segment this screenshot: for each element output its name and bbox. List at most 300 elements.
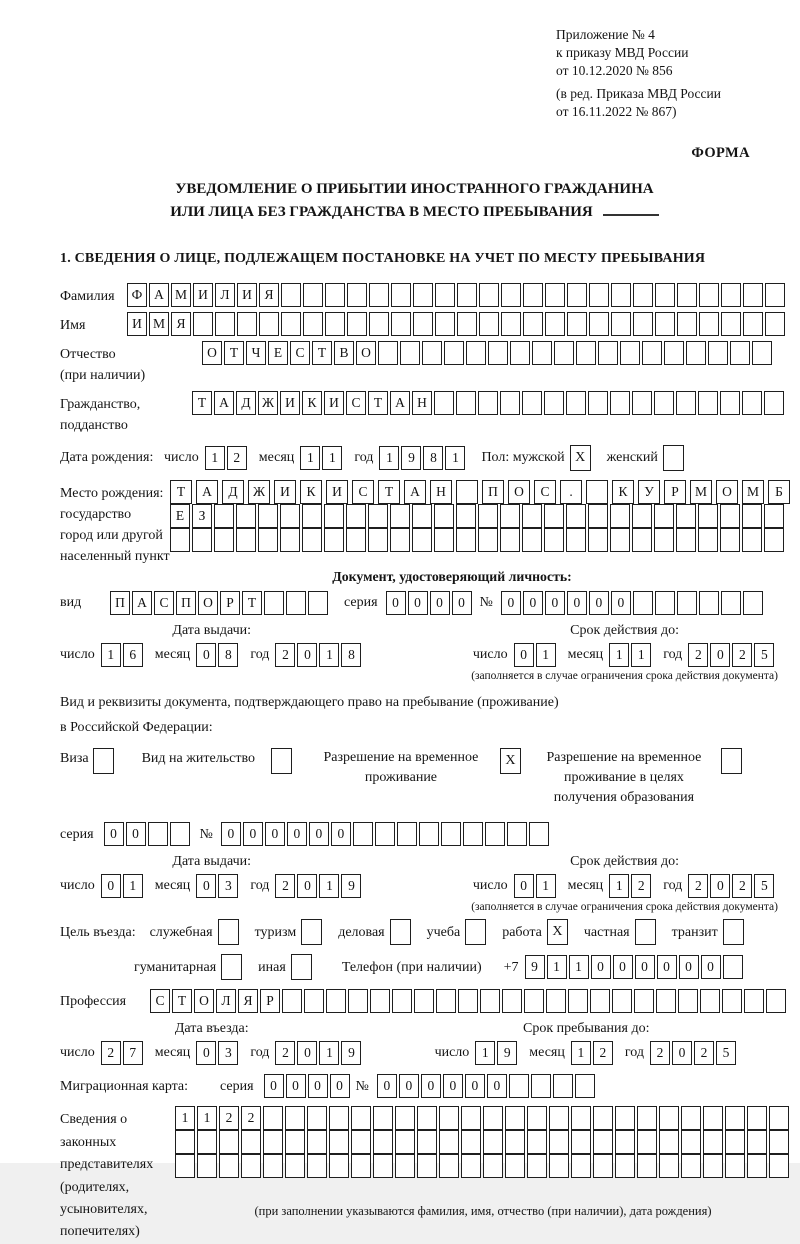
char-cell[interactable]: 2 bbox=[732, 874, 752, 898]
char-cell[interactable]: И bbox=[324, 391, 344, 415]
char-cell[interactable] bbox=[285, 1154, 305, 1178]
char-cell[interactable]: Р bbox=[260, 989, 280, 1013]
char-cell[interactable]: 0 bbox=[710, 874, 730, 898]
char-cell[interactable]: 0 bbox=[657, 955, 677, 979]
char-cell[interactable]: С bbox=[346, 391, 366, 415]
char-cell[interactable]: О bbox=[356, 341, 376, 365]
char-cell[interactable] bbox=[480, 989, 500, 1013]
char-cell[interactable] bbox=[766, 989, 786, 1013]
char-cell[interactable] bbox=[747, 1106, 767, 1130]
char-cell[interactable]: Т bbox=[172, 989, 192, 1013]
char-cell[interactable] bbox=[730, 341, 750, 365]
char-cell[interactable] bbox=[434, 504, 454, 528]
char-cell[interactable] bbox=[507, 822, 527, 846]
char-cell[interactable] bbox=[677, 591, 697, 615]
char-cell[interactable] bbox=[567, 312, 587, 336]
char-cell[interactable] bbox=[677, 283, 697, 307]
char-cell[interactable] bbox=[303, 312, 323, 336]
char-cell[interactable]: Л bbox=[216, 989, 236, 1013]
char-cell[interactable]: 0 bbox=[523, 591, 543, 615]
char-cell[interactable]: Т bbox=[368, 391, 388, 415]
char-cell[interactable] bbox=[545, 283, 565, 307]
char-cell[interactable] bbox=[502, 989, 522, 1013]
char-cell[interactable]: П bbox=[176, 591, 196, 615]
char-cell[interactable]: О bbox=[202, 341, 222, 365]
char-cell[interactable]: 0 bbox=[101, 874, 121, 898]
char-cell[interactable] bbox=[610, 504, 630, 528]
char-cell[interactable] bbox=[654, 504, 674, 528]
char-cell[interactable]: 2 bbox=[275, 874, 295, 898]
char-cell[interactable] bbox=[456, 391, 476, 415]
char-cell[interactable] bbox=[370, 989, 390, 1013]
char-cell[interactable] bbox=[659, 1106, 679, 1130]
char-cell[interactable] bbox=[501, 283, 521, 307]
char-cell[interactable] bbox=[510, 341, 530, 365]
char-cell[interactable] bbox=[615, 1154, 635, 1178]
char-cell[interactable]: 0 bbox=[613, 955, 633, 979]
char-cell[interactable]: 8 bbox=[423, 446, 443, 470]
char-cell[interactable] bbox=[417, 1130, 437, 1154]
char-cell[interactable] bbox=[461, 1130, 481, 1154]
char-cell[interactable]: . bbox=[560, 480, 582, 504]
char-cell[interactable]: 0 bbox=[514, 874, 534, 898]
char-cell[interactable]: 0 bbox=[611, 591, 631, 615]
char-cell[interactable] bbox=[436, 989, 456, 1013]
char-cell[interactable]: А bbox=[214, 391, 234, 415]
char-cell[interactable] bbox=[241, 1154, 261, 1178]
char-cell[interactable]: 9 bbox=[341, 874, 361, 898]
char-cell[interactable] bbox=[325, 312, 345, 336]
char-cell[interactable] bbox=[258, 504, 278, 528]
char-cell[interactable] bbox=[479, 283, 499, 307]
char-cell[interactable] bbox=[302, 528, 322, 552]
char-cell[interactable]: О bbox=[508, 480, 530, 504]
char-cell[interactable] bbox=[686, 341, 706, 365]
char-cell[interactable] bbox=[263, 1130, 283, 1154]
char-cell[interactable]: 0 bbox=[672, 1041, 692, 1065]
char-cell[interactable] bbox=[722, 989, 742, 1013]
char-cell[interactable]: 1 bbox=[445, 446, 465, 470]
char-cell[interactable] bbox=[567, 283, 587, 307]
char-cell[interactable] bbox=[478, 504, 498, 528]
char-cell[interactable] bbox=[193, 312, 213, 336]
char-cell[interactable] bbox=[765, 283, 785, 307]
char-cell[interactable]: С bbox=[290, 341, 310, 365]
char-cell[interactable] bbox=[175, 1154, 195, 1178]
char-cell[interactable]: В bbox=[334, 341, 354, 365]
char-cell[interactable]: 0 bbox=[196, 874, 216, 898]
char-cell[interactable]: А bbox=[404, 480, 426, 504]
char-cell[interactable] bbox=[549, 1106, 569, 1130]
char-cell[interactable] bbox=[264, 591, 284, 615]
char-cell[interactable] bbox=[351, 1106, 371, 1130]
char-cell[interactable] bbox=[439, 1106, 459, 1130]
char-cell[interactable] bbox=[280, 504, 300, 528]
char-cell[interactable] bbox=[633, 591, 653, 615]
char-cell[interactable]: 0 bbox=[104, 822, 124, 846]
char-cell[interactable]: 1 bbox=[571, 1041, 591, 1065]
char-cell[interactable] bbox=[615, 1130, 635, 1154]
char-cell[interactable] bbox=[678, 989, 698, 1013]
char-cell[interactable]: Б bbox=[768, 480, 790, 504]
char-cell[interactable]: 2 bbox=[275, 1041, 295, 1065]
char-cell[interactable]: 2 bbox=[650, 1041, 670, 1065]
char-cell[interactable] bbox=[700, 989, 720, 1013]
char-cell[interactable]: 0 bbox=[635, 955, 655, 979]
char-cell[interactable]: 2 bbox=[732, 643, 752, 667]
char-cell[interactable]: 0 bbox=[126, 822, 146, 846]
char-cell[interactable] bbox=[590, 989, 610, 1013]
char-cell[interactable] bbox=[258, 528, 278, 552]
char-cell[interactable] bbox=[414, 989, 434, 1013]
char-cell[interactable]: 5 bbox=[754, 874, 774, 898]
char-cell[interactable] bbox=[593, 1130, 613, 1154]
char-cell[interactable] bbox=[282, 989, 302, 1013]
char-cell[interactable] bbox=[397, 822, 417, 846]
char-cell[interactable] bbox=[571, 1130, 591, 1154]
char-cell[interactable] bbox=[566, 528, 586, 552]
char-cell[interactable] bbox=[325, 283, 345, 307]
char-cell[interactable]: 0 bbox=[386, 591, 406, 615]
char-cell[interactable] bbox=[655, 312, 675, 336]
char-cell[interactable] bbox=[586, 480, 608, 504]
char-cell[interactable]: 0 bbox=[309, 822, 329, 846]
char-cell[interactable] bbox=[598, 341, 618, 365]
char-cell[interactable]: 1 bbox=[536, 874, 556, 898]
char-cell[interactable]: Д bbox=[222, 480, 244, 504]
char-cell[interactable] bbox=[699, 591, 719, 615]
char-cell[interactable]: С bbox=[150, 989, 170, 1013]
char-cell[interactable]: 1 bbox=[475, 1041, 495, 1065]
checkbox[interactable] bbox=[663, 445, 684, 471]
char-cell[interactable] bbox=[395, 1154, 415, 1178]
char-cell[interactable]: 0 bbox=[514, 643, 534, 667]
char-cell[interactable] bbox=[632, 504, 652, 528]
char-cell[interactable]: Р bbox=[220, 591, 240, 615]
char-cell[interactable] bbox=[400, 341, 420, 365]
char-cell[interactable] bbox=[659, 1130, 679, 1154]
char-cell[interactable] bbox=[392, 989, 412, 1013]
char-cell[interactable] bbox=[545, 312, 565, 336]
char-cell[interactable] bbox=[610, 528, 630, 552]
char-cell[interactable] bbox=[422, 341, 442, 365]
char-cell[interactable] bbox=[170, 528, 190, 552]
char-cell[interactable] bbox=[747, 1154, 767, 1178]
char-cell[interactable] bbox=[681, 1130, 701, 1154]
char-cell[interactable]: Ф bbox=[127, 283, 147, 307]
char-cell[interactable] bbox=[444, 341, 464, 365]
char-cell[interactable] bbox=[281, 283, 301, 307]
char-cell[interactable] bbox=[681, 1106, 701, 1130]
char-cell[interactable] bbox=[531, 1074, 551, 1098]
char-cell[interactable]: К bbox=[612, 480, 634, 504]
char-cell[interactable] bbox=[259, 312, 279, 336]
char-cell[interactable]: Ч bbox=[246, 341, 266, 365]
char-cell[interactable]: С bbox=[154, 591, 174, 615]
char-cell[interactable] bbox=[610, 391, 630, 415]
char-cell[interactable] bbox=[236, 504, 256, 528]
char-cell[interactable]: 2 bbox=[688, 874, 708, 898]
char-cell[interactable] bbox=[769, 1106, 789, 1130]
char-cell[interactable]: Я bbox=[259, 283, 279, 307]
char-cell[interactable] bbox=[720, 504, 740, 528]
char-cell[interactable] bbox=[566, 504, 586, 528]
char-cell[interactable] bbox=[197, 1130, 217, 1154]
char-cell[interactable] bbox=[375, 822, 395, 846]
char-cell[interactable] bbox=[721, 283, 741, 307]
checkbox[interactable]: X bbox=[547, 919, 568, 945]
temp-residence-education-checkbox[interactable] bbox=[721, 748, 742, 774]
char-cell[interactable] bbox=[522, 528, 542, 552]
char-cell[interactable] bbox=[263, 1106, 283, 1130]
char-cell[interactable] bbox=[544, 528, 564, 552]
char-cell[interactable] bbox=[347, 312, 367, 336]
char-cell[interactable]: 0 bbox=[430, 591, 450, 615]
char-cell[interactable] bbox=[589, 312, 609, 336]
char-cell[interactable] bbox=[527, 1106, 547, 1130]
char-cell[interactable] bbox=[457, 312, 477, 336]
char-cell[interactable]: 1 bbox=[322, 446, 342, 470]
char-cell[interactable] bbox=[395, 1130, 415, 1154]
char-cell[interactable] bbox=[307, 1130, 327, 1154]
char-cell[interactable]: 8 bbox=[341, 643, 361, 667]
char-cell[interactable]: 0 bbox=[297, 1041, 317, 1065]
char-cell[interactable]: И bbox=[193, 283, 213, 307]
char-cell[interactable] bbox=[439, 1130, 459, 1154]
char-cell[interactable]: 2 bbox=[219, 1106, 239, 1130]
char-cell[interactable]: Ж bbox=[248, 480, 270, 504]
char-cell[interactable] bbox=[677, 312, 697, 336]
char-cell[interactable] bbox=[765, 312, 785, 336]
char-cell[interactable] bbox=[764, 504, 784, 528]
char-cell[interactable]: 1 bbox=[319, 643, 339, 667]
char-cell[interactable]: И bbox=[280, 391, 300, 415]
char-cell[interactable] bbox=[303, 283, 323, 307]
char-cell[interactable]: 0 bbox=[591, 955, 611, 979]
char-cell[interactable]: 0 bbox=[679, 955, 699, 979]
char-cell[interactable] bbox=[501, 312, 521, 336]
char-cell[interactable] bbox=[219, 1130, 239, 1154]
char-cell[interactable]: 0 bbox=[330, 1074, 350, 1098]
char-cell[interactable] bbox=[412, 528, 432, 552]
char-cell[interactable] bbox=[615, 1106, 635, 1130]
char-cell[interactable]: 0 bbox=[196, 1041, 216, 1065]
char-cell[interactable] bbox=[743, 591, 763, 615]
char-cell[interactable] bbox=[664, 341, 684, 365]
char-cell[interactable] bbox=[435, 283, 455, 307]
char-cell[interactable]: И bbox=[237, 283, 257, 307]
char-cell[interactable] bbox=[549, 1154, 569, 1178]
char-cell[interactable]: 0 bbox=[701, 955, 721, 979]
char-cell[interactable] bbox=[744, 989, 764, 1013]
char-cell[interactable] bbox=[522, 504, 542, 528]
char-cell[interactable] bbox=[708, 341, 728, 365]
char-cell[interactable] bbox=[461, 1154, 481, 1178]
checkbox[interactable] bbox=[635, 919, 656, 945]
char-cell[interactable] bbox=[566, 391, 586, 415]
char-cell[interactable]: М bbox=[690, 480, 712, 504]
char-cell[interactable] bbox=[286, 591, 306, 615]
char-cell[interactable] bbox=[373, 1130, 393, 1154]
char-cell[interactable]: 1 bbox=[569, 955, 589, 979]
char-cell[interactable]: 1 bbox=[609, 874, 629, 898]
char-cell[interactable] bbox=[505, 1106, 525, 1130]
char-cell[interactable]: 0 bbox=[265, 822, 285, 846]
char-cell[interactable]: М bbox=[149, 312, 169, 336]
char-cell[interactable] bbox=[654, 391, 674, 415]
char-cell[interactable] bbox=[214, 528, 234, 552]
char-cell[interactable]: О bbox=[194, 989, 214, 1013]
char-cell[interactable] bbox=[620, 341, 640, 365]
char-cell[interactable] bbox=[466, 341, 486, 365]
char-cell[interactable] bbox=[764, 528, 784, 552]
char-cell[interactable] bbox=[346, 504, 366, 528]
char-cell[interactable] bbox=[434, 528, 454, 552]
char-cell[interactable] bbox=[568, 989, 588, 1013]
char-cell[interactable] bbox=[612, 989, 632, 1013]
char-cell[interactable] bbox=[307, 1106, 327, 1130]
char-cell[interactable]: И bbox=[274, 480, 296, 504]
char-cell[interactable] bbox=[368, 504, 388, 528]
char-cell[interactable] bbox=[523, 312, 543, 336]
char-cell[interactable]: 0 bbox=[287, 822, 307, 846]
char-cell[interactable]: 0 bbox=[196, 643, 216, 667]
char-cell[interactable] bbox=[458, 989, 478, 1013]
char-cell[interactable] bbox=[419, 822, 439, 846]
char-cell[interactable] bbox=[699, 312, 719, 336]
char-cell[interactable]: Р bbox=[664, 480, 686, 504]
char-cell[interactable]: 0 bbox=[421, 1074, 441, 1098]
char-cell[interactable] bbox=[281, 312, 301, 336]
char-cell[interactable] bbox=[681, 1154, 701, 1178]
char-cell[interactable]: 1 bbox=[547, 955, 567, 979]
char-cell[interactable] bbox=[698, 391, 718, 415]
char-cell[interactable]: Е bbox=[268, 341, 288, 365]
char-cell[interactable] bbox=[435, 312, 455, 336]
char-cell[interactable] bbox=[637, 1130, 657, 1154]
char-cell[interactable]: 0 bbox=[452, 591, 472, 615]
char-cell[interactable] bbox=[769, 1154, 789, 1178]
char-cell[interactable] bbox=[544, 391, 564, 415]
char-cell[interactable] bbox=[743, 312, 763, 336]
char-cell[interactable] bbox=[588, 391, 608, 415]
char-cell[interactable] bbox=[593, 1106, 613, 1130]
char-cell[interactable]: 2 bbox=[275, 643, 295, 667]
char-cell[interactable] bbox=[417, 1154, 437, 1178]
char-cell[interactable] bbox=[764, 391, 784, 415]
char-cell[interactable]: 1 bbox=[300, 446, 320, 470]
char-cell[interactable] bbox=[500, 504, 520, 528]
char-cell[interactable] bbox=[523, 283, 543, 307]
char-cell[interactable] bbox=[326, 989, 346, 1013]
char-cell[interactable] bbox=[575, 1074, 595, 1098]
char-cell[interactable] bbox=[505, 1130, 525, 1154]
char-cell[interactable] bbox=[412, 504, 432, 528]
char-cell[interactable]: О bbox=[198, 591, 218, 615]
char-cell[interactable] bbox=[553, 1074, 573, 1098]
char-cell[interactable]: Л bbox=[215, 283, 235, 307]
checkbox[interactable] bbox=[221, 954, 242, 980]
char-cell[interactable] bbox=[434, 391, 454, 415]
char-cell[interactable]: 9 bbox=[497, 1041, 517, 1065]
char-cell[interactable] bbox=[721, 312, 741, 336]
char-cell[interactable]: Т bbox=[312, 341, 332, 365]
char-cell[interactable] bbox=[676, 528, 696, 552]
char-cell[interactable]: 2 bbox=[241, 1106, 261, 1130]
char-cell[interactable] bbox=[304, 989, 324, 1013]
char-cell[interactable]: 0 bbox=[297, 643, 317, 667]
char-cell[interactable]: 1 bbox=[631, 643, 651, 667]
char-cell[interactable]: С bbox=[534, 480, 556, 504]
char-cell[interactable] bbox=[656, 989, 676, 1013]
char-cell[interactable] bbox=[632, 528, 652, 552]
char-cell[interactable] bbox=[236, 528, 256, 552]
char-cell[interactable]: 0 bbox=[465, 1074, 485, 1098]
char-cell[interactable] bbox=[441, 822, 461, 846]
char-cell[interactable] bbox=[329, 1130, 349, 1154]
char-cell[interactable] bbox=[457, 283, 477, 307]
char-cell[interactable] bbox=[654, 528, 674, 552]
visa-checkbox[interactable] bbox=[93, 748, 114, 774]
char-cell[interactable] bbox=[752, 341, 772, 365]
char-cell[interactable]: 1 bbox=[101, 643, 121, 667]
char-cell[interactable] bbox=[571, 1106, 591, 1130]
char-cell[interactable] bbox=[175, 1130, 195, 1154]
char-cell[interactable] bbox=[720, 391, 740, 415]
char-cell[interactable]: 3 bbox=[218, 1041, 238, 1065]
char-cell[interactable]: 0 bbox=[567, 591, 587, 615]
checkbox[interactable] bbox=[723, 919, 744, 945]
char-cell[interactable] bbox=[532, 341, 552, 365]
char-cell[interactable] bbox=[395, 1106, 415, 1130]
char-cell[interactable]: 1 bbox=[536, 643, 556, 667]
char-cell[interactable] bbox=[241, 1130, 261, 1154]
char-cell[interactable] bbox=[769, 1130, 789, 1154]
checkbox[interactable] bbox=[218, 919, 239, 945]
char-cell[interactable] bbox=[522, 391, 542, 415]
char-cell[interactable]: У bbox=[638, 480, 660, 504]
char-cell[interactable] bbox=[456, 480, 478, 504]
char-cell[interactable]: 0 bbox=[487, 1074, 507, 1098]
char-cell[interactable] bbox=[655, 591, 675, 615]
char-cell[interactable]: 1 bbox=[319, 1041, 339, 1065]
char-cell[interactable]: К bbox=[300, 480, 322, 504]
char-cell[interactable]: Т bbox=[192, 391, 212, 415]
char-cell[interactable] bbox=[742, 391, 762, 415]
char-cell[interactable] bbox=[576, 341, 596, 365]
char-cell[interactable]: 0 bbox=[264, 1074, 284, 1098]
char-cell[interactable]: З bbox=[192, 504, 212, 528]
char-cell[interactable]: М bbox=[742, 480, 764, 504]
char-cell[interactable]: Н bbox=[412, 391, 432, 415]
checkbox[interactable] bbox=[301, 919, 322, 945]
char-cell[interactable] bbox=[348, 989, 368, 1013]
char-cell[interactable] bbox=[351, 1130, 371, 1154]
char-cell[interactable] bbox=[346, 528, 366, 552]
char-cell[interactable] bbox=[192, 528, 212, 552]
char-cell[interactable] bbox=[589, 283, 609, 307]
char-cell[interactable] bbox=[742, 528, 762, 552]
char-cell[interactable] bbox=[285, 1130, 305, 1154]
char-cell[interactable] bbox=[219, 1154, 239, 1178]
checkbox[interactable] bbox=[390, 919, 411, 945]
char-cell[interactable]: 6 bbox=[123, 643, 143, 667]
char-cell[interactable] bbox=[347, 283, 367, 307]
char-cell[interactable]: 0 bbox=[377, 1074, 397, 1098]
char-cell[interactable] bbox=[633, 312, 653, 336]
char-cell[interactable]: Н bbox=[430, 480, 452, 504]
char-cell[interactable]: 0 bbox=[286, 1074, 306, 1098]
